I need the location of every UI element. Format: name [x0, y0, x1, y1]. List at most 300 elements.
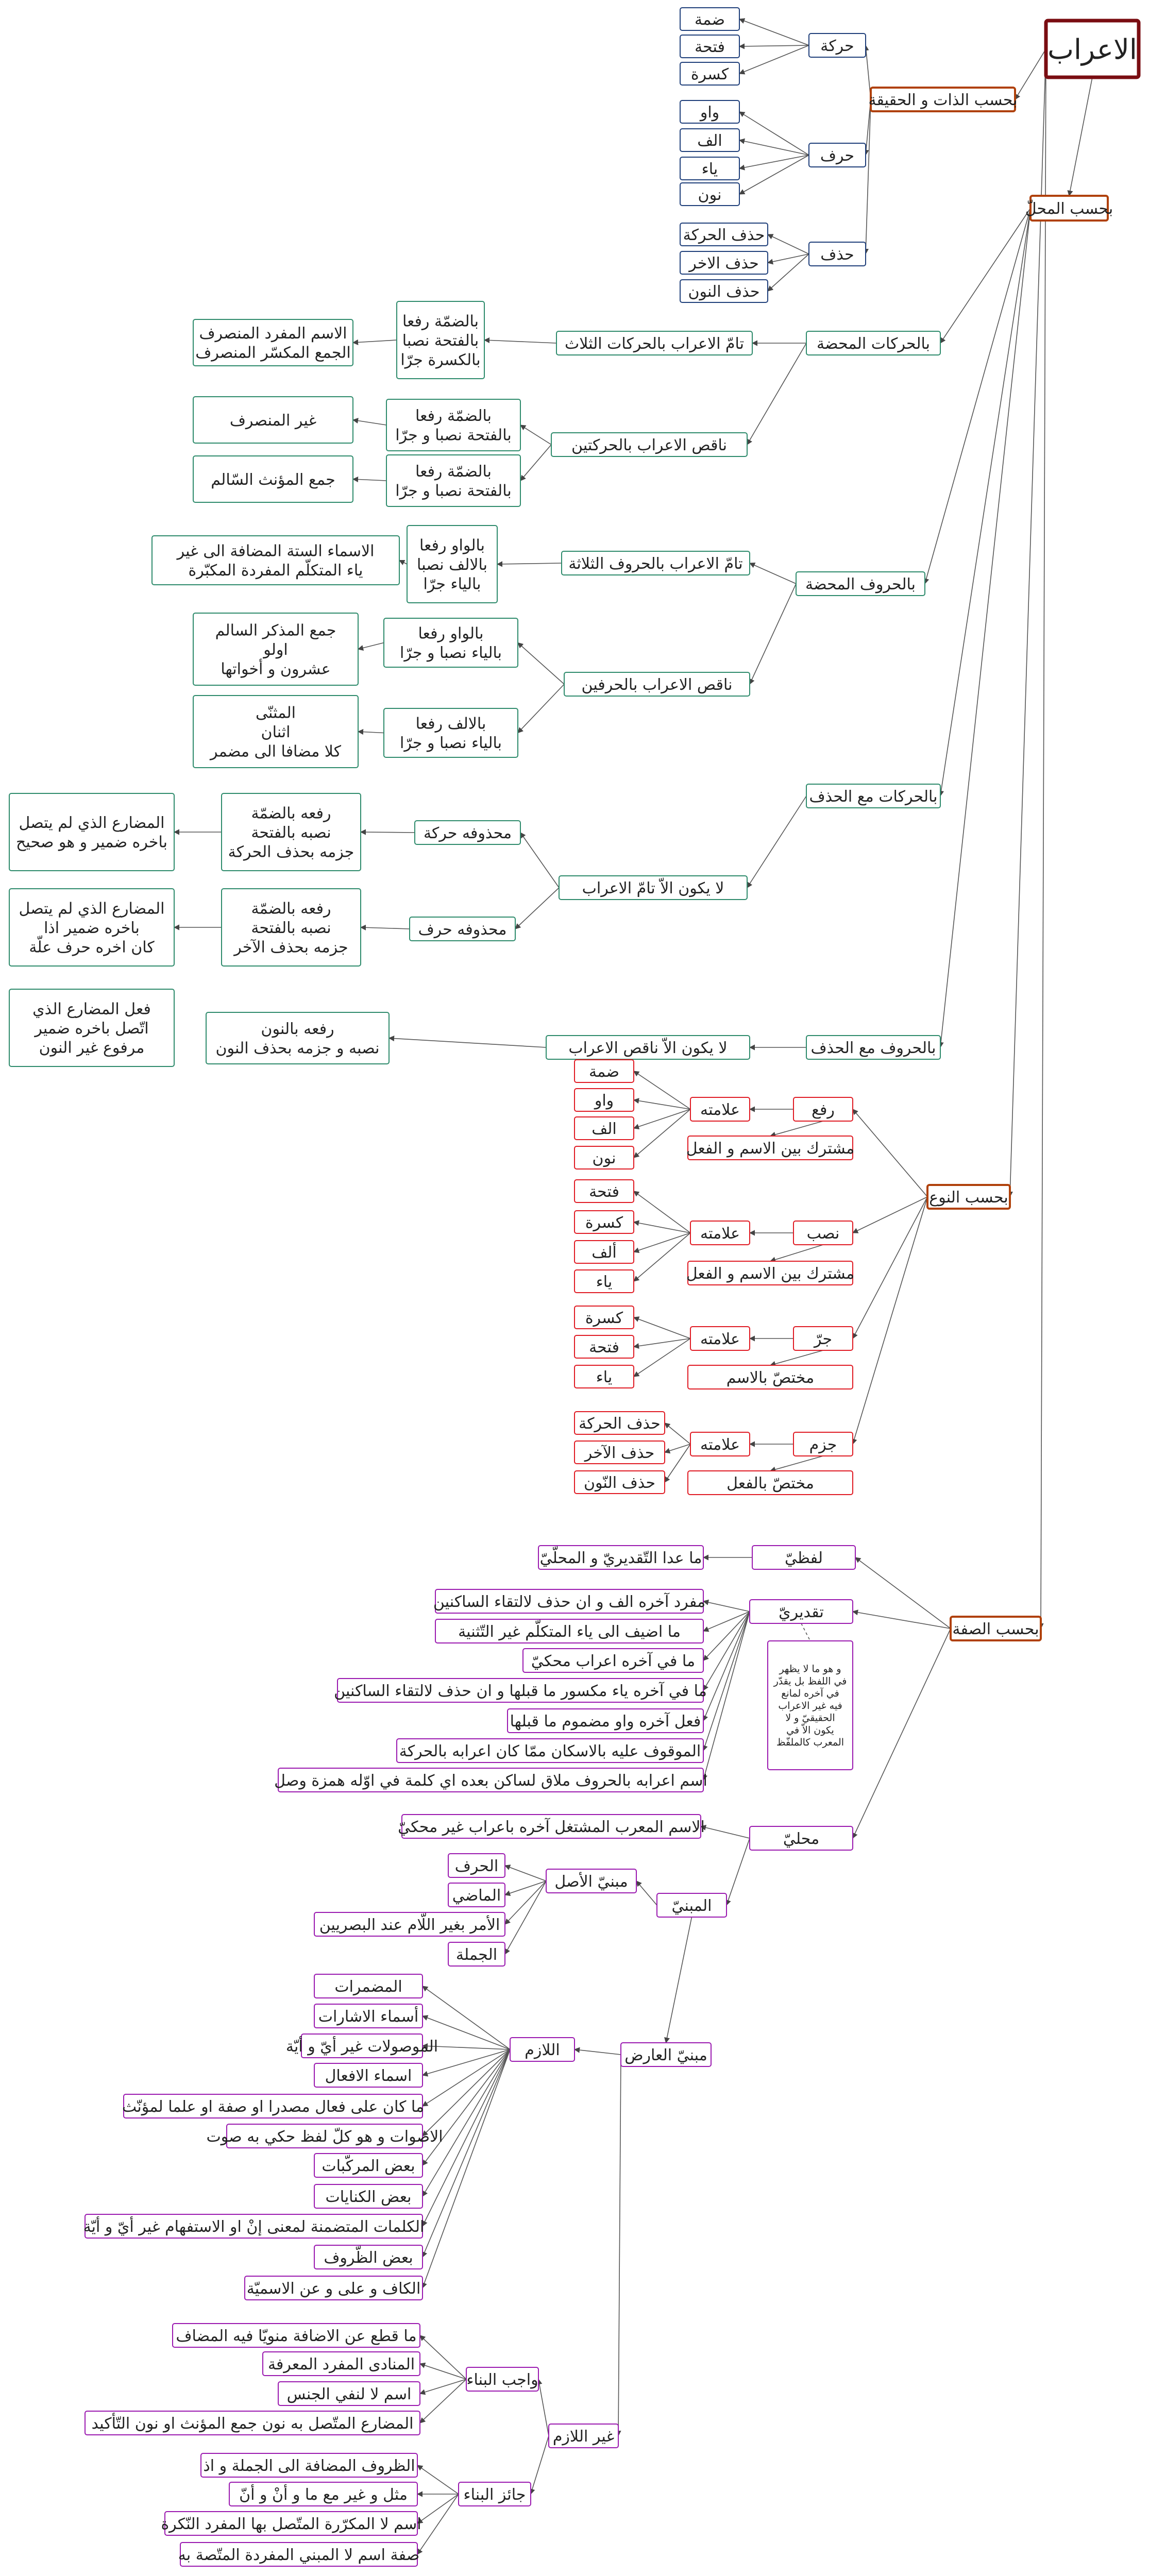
node-label: بالالف رفعا بالياء نصبا و جرّا — [399, 715, 502, 753]
node-label: مختصّ بالاسم — [726, 1368, 815, 1387]
node-label: الظروف المضافة الى الجملة و اذ — [203, 2456, 415, 2475]
node-label: حذف الحركة — [579, 1414, 661, 1433]
node-label: جمع المؤنث السّالم — [211, 470, 335, 489]
node-label: الكاف و على و عن الاسميّة — [246, 2279, 421, 2298]
node-label: اسماء الافعال — [325, 2066, 412, 2085]
edge-alama2-to-n_kasra — [634, 1222, 690, 1233]
edge-taqdiri-to-t1 — [703, 1601, 750, 1612]
node-label: و هو ما لا يظهر في اللفظ بل يقدّر في آخره لمانع فيه غير الاعراب الحقيقيّ و لا يكون الاّ في المعرب كالملفّظ — [773, 1663, 847, 1749]
node-ghayr-lazim — [549, 2424, 618, 2448]
node-huruf-mahda — [796, 572, 925, 596]
node-raf — [793, 1097, 853, 1121]
node-root — [1046, 21, 1139, 77]
edge-alama4-to-z_nun — [665, 1444, 690, 1482]
node-naqis-harfayn — [564, 672, 750, 696]
node-m1 — [398, 1815, 705, 1838]
node-rafuhu-nun — [206, 1012, 389, 1064]
node-label: غير اللازم — [552, 2427, 615, 2446]
node-label: الاصوات و هو كلّ لفظ حكي به صوت — [206, 2127, 443, 2146]
edge-lazim-to-l11 — [423, 2049, 510, 2288]
node-label: كسرة — [585, 1213, 623, 1232]
node-haraka — [809, 33, 866, 57]
node-hadhf-akhir — [680, 251, 768, 274]
node-naqis-h2 — [386, 455, 520, 506]
edge-la_yakun_tam-to-mahdhuf_harf — [515, 888, 559, 929]
node-mabni-asl — [546, 1869, 636, 1893]
node-nasb — [793, 1221, 853, 1245]
edge-naqis_h1-to-ghayr_munsarif — [353, 420, 386, 425]
node-r-alif — [574, 1117, 634, 1140]
edge-naqis_f2-to-muthanna — [358, 732, 384, 733]
edge-tam_huruf-to-tam_huruf_sub — [497, 563, 562, 564]
node-label: بحسب النوع — [929, 1188, 1008, 1207]
node-label: مختصّ بالفعل — [726, 1474, 814, 1493]
node-label: واو — [700, 103, 720, 122]
node-harakat-hadhf — [806, 784, 940, 808]
node-ma-ada — [538, 1546, 703, 1569]
node-l10 — [314, 2245, 423, 2269]
edge-naw-to-jazm — [853, 1197, 927, 1444]
node-label: بالحروف المحضة — [805, 575, 916, 594]
node-label: ضمة — [589, 1062, 619, 1081]
node-label: الجملة — [455, 1945, 498, 1964]
edge-taqdiri-to-t7 — [703, 1612, 750, 1780]
edge-jaiz-to-g3 — [417, 2494, 459, 2523]
node-label: لا يكون الاّ ناقص الاعراب — [568, 1039, 728, 1057]
node-l1 — [314, 1974, 423, 1998]
edge-root-to-mahal — [1069, 77, 1092, 196]
edge-nasb-to-mushtarak2 — [770, 1245, 823, 1261]
node-l3 — [286, 2034, 438, 2058]
node-n-alif — [574, 1241, 634, 1263]
node-hadhf-haraka — [680, 223, 768, 246]
node-alama4 — [690, 1432, 750, 1456]
edge-sifa-to-lafzi — [855, 1557, 951, 1629]
edge-naw-to-jarr — [853, 1197, 927, 1338]
edge-mahdhuf_haraka-to-mh_sub — [361, 832, 415, 833]
node-label: تامّ الاعراب بالحركات الثلاث — [564, 334, 745, 353]
edge-jazm-to-mukhtass_fil — [770, 1456, 823, 1471]
node-label: بعض المركّبات — [322, 2157, 415, 2175]
node-label: بحسب الصفة — [952, 1620, 1039, 1638]
node-ghayr-munsarif — [193, 397, 353, 443]
edge-alama4-to-z_akhir — [665, 1444, 690, 1452]
edge-mabni_asl-to-a1 — [505, 1866, 546, 1881]
edge-mabni_arid-to-lazim — [574, 2049, 621, 2055]
edge-naw-to-nasb — [853, 1197, 927, 1233]
node-label: فتحة — [589, 1182, 619, 1201]
edge-jaiz-to-g4 — [417, 2494, 459, 2554]
node-mahalli — [750, 1826, 853, 1850]
node-tam-harakat — [556, 331, 752, 355]
edge-haraka-to-fatha — [739, 45, 809, 46]
edge-tam_huruf_sub-to-asma_sitta — [399, 561, 407, 565]
node-label: مشترك بين الاسم و الفعل — [686, 1264, 855, 1283]
node-l7 — [314, 2154, 423, 2177]
node-tam-huruf-sub — [407, 526, 497, 603]
edge-harf-to-alif — [739, 140, 809, 155]
edge-jarr-to-mukhtass_ism — [770, 1350, 823, 1365]
node-label: بحسب الذات و الحقيقة — [868, 91, 1018, 109]
edge-naqis_harfayn-to-naqis_f2 — [518, 684, 564, 733]
edge-naqis_harakatayn-to-naqis_h1 — [520, 425, 551, 445]
node-a3 — [314, 1912, 505, 1936]
node-label: مبنيّ العارض — [624, 2046, 707, 2064]
edge-alama1-to-r_alif — [634, 1109, 690, 1128]
node-label: اسم لا المكرّرة المتّصل بها المفرد النّكرة — [161, 2515, 421, 2533]
node-label: ياء — [596, 1273, 613, 1291]
edge-alama2-to-n_ya — [634, 1233, 690, 1281]
node-label: ضمة — [695, 10, 725, 29]
node-j-fatha — [574, 1335, 634, 1358]
node-n-kasra — [574, 1211, 634, 1233]
node-g2 — [229, 2482, 417, 2506]
edge-ghayr_lazim-to-jaiz — [531, 2436, 549, 2494]
node-l8 — [314, 2184, 423, 2208]
node-w1 — [173, 2324, 420, 2347]
node-label: حذف الآخر — [584, 1444, 655, 1462]
node-naqis-h1 — [386, 399, 520, 451]
node-label: ياء — [596, 1368, 613, 1386]
edge-taqdiri-to-t6 — [703, 1612, 750, 1751]
edge-tam_harakat_sub-to-ism_mufrad — [353, 340, 397, 343]
node-a1 — [448, 1854, 505, 1877]
edge-harakat_mahda-to-naqis_harakatayn — [747, 343, 806, 445]
node-label: الاسم المفرد المنصرف الجمع المكسّر المنصرف — [195, 325, 351, 362]
edge-sifa-to-mahalli — [853, 1629, 951, 1838]
edge-wajib-to-w4 — [420, 2379, 466, 2423]
edge-harf-to-nun — [739, 155, 809, 194]
node-t4 — [334, 1679, 707, 1702]
edge-harf-to-ya — [739, 155, 809, 168]
node-label: مثل و غير مع ما و أنْ و أنّ — [239, 2485, 408, 2504]
node-alif — [680, 129, 739, 151]
edge-naqis_harakatayn-to-naqis_h2 — [520, 445, 551, 481]
node-label: نون — [698, 185, 722, 204]
edge-alama3-to-j_fatha — [634, 1338, 690, 1347]
node-label: الاعراب — [1047, 33, 1137, 66]
node-hadhf — [809, 242, 866, 266]
node-mudari-illa — [9, 889, 174, 966]
node-label: تقديريّ — [779, 1603, 824, 1621]
edge-haraka-to-kasra — [739, 45, 809, 74]
edge-mahal-to-huruf_hadhf — [940, 208, 1030, 1047]
node-label: رفعه بالنون نصبه و جزمه بحذف النون — [215, 1020, 380, 1058]
node-w2 — [263, 2352, 420, 2376]
node-jaiz — [459, 2482, 531, 2506]
node-naqis-f2 — [384, 708, 518, 757]
node-fil-mudari — [9, 989, 174, 1066]
node-mabni — [657, 1893, 726, 1917]
node-mahdhuf-haraka — [415, 821, 520, 844]
edge-alama1-to-r_waw — [634, 1100, 690, 1109]
node-label: تامّ الاعراب بالحروف الثلاثة — [568, 554, 743, 573]
node-sifa — [951, 1617, 1041, 1640]
node-label: فتحة — [589, 1338, 619, 1357]
node-label: الف — [592, 1120, 617, 1138]
edge-wajib-to-w1 — [420, 2335, 466, 2379]
edge-lazim-to-l5 — [423, 2049, 510, 2106]
node-label: المبنيّ — [671, 1896, 712, 1915]
edge-hadhf-to-hadhf_haraka — [768, 234, 809, 254]
node-t7 — [274, 1768, 707, 1792]
node-r-waw — [574, 1089, 634, 1111]
node-label: ما عدا التّقديريّ و المحلّيّ — [539, 1549, 702, 1567]
node-label: ما كان على فعال مصدرا او صفة او علما لمؤنّث — [122, 2097, 425, 2116]
node-label: محذوفه حرف — [418, 920, 507, 939]
node-l4 — [314, 2063, 423, 2087]
node-alama2 — [690, 1221, 750, 1245]
node-label: الأمر بغير اللّام عند البصريين — [319, 1916, 500, 1934]
node-lafzi — [752, 1546, 855, 1569]
edge-taqdiri-to-taq_note — [801, 1623, 810, 1641]
node-mf-sub — [222, 889, 361, 966]
node-mahal — [1025, 196, 1113, 221]
node-tam-harakat-sub — [397, 301, 484, 379]
edge-naqis_f1-to-jam_mudhakkar — [358, 643, 384, 650]
node-j-kasra — [574, 1306, 634, 1329]
node-ism-mufrad — [193, 319, 353, 366]
node-label: غير المنصرف — [229, 411, 317, 430]
edge-mabni-to-mabni_arid — [666, 1917, 692, 2043]
node-label: حذف الحركة — [683, 226, 765, 244]
node-t1 — [433, 1589, 705, 1613]
node-huruf-hadhf — [806, 1036, 940, 1059]
edge-naqis_harfayn-to-naqis_f1 — [518, 643, 564, 685]
node-l2 — [314, 2004, 423, 2028]
node-label: المضمرات — [334, 1977, 402, 1996]
node-kasra — [680, 62, 739, 85]
edge-alama1-to-r_damma — [634, 1071, 690, 1109]
edge-hadhf-to-hadhf_nun — [768, 254, 809, 291]
node-g3 — [161, 2512, 421, 2535]
node-label: لفظيّ — [785, 1549, 823, 1567]
node-label: المضارع الذي لم يتصل باخره ضمير و هو صحيح — [16, 814, 167, 852]
node-r-nun — [574, 1146, 634, 1169]
node-jazm — [793, 1432, 853, 1456]
node-label: كسرة — [585, 1309, 623, 1327]
node-w4 — [85, 2411, 420, 2435]
edge-hadhf-to-hadhf_akhir — [768, 254, 809, 263]
node-label: محذوفه حركة — [423, 824, 512, 842]
edge-wajib-to-w3 — [420, 2379, 466, 2394]
node-a4 — [448, 1942, 505, 1966]
node-fatha — [680, 35, 739, 58]
node-a2 — [448, 1883, 505, 1907]
node-label: المضارع المتّصل به نون جمع المؤنث او نون التّأكيد — [91, 2414, 414, 2433]
node-label: محليّ — [783, 1829, 820, 1848]
node-label: ما في آخره ياء مكسور ما قبلها و ان حذف لالتقاء الساكنين — [334, 1682, 707, 1700]
node-label: رفعه بالضمّة نصبه بالفتحة جزمه بحذف الحركة — [228, 804, 354, 861]
node-label: المنادى المفرد المعرفة — [267, 2355, 415, 2374]
node-alama1 — [690, 1097, 750, 1121]
node-label: الموصولات غير أيّ و أيّة — [285, 2037, 438, 2056]
node-jam-mudhakkar — [193, 613, 358, 685]
node-label: بالحركات مع الحذف — [809, 787, 938, 806]
node-t5 — [508, 1709, 703, 1733]
node-muthanna — [193, 696, 358, 768]
node-la-yakun-tam — [559, 876, 747, 900]
node-label: واو — [594, 1091, 614, 1110]
node-label: بالضمّة رفعا بالفتحة نصبا بالكسرة جرّا — [400, 312, 481, 369]
node-label: مشترك بين الاسم و الفعل — [686, 1139, 855, 1158]
node-label: بالحركات المحضة — [816, 334, 931, 353]
node-label: حذف النّون — [584, 1473, 655, 1492]
node-label: المضارع الذي لم يتصل باخره ضمير اذا كان اخره حرف علّة — [19, 900, 165, 957]
node-label: فعل آخره واو مضموم ما قبلها — [510, 1712, 701, 1731]
node-l6 — [206, 2124, 443, 2148]
node-label: بالضمّة رفعا بالفتحة نصبا و جرّا — [395, 463, 512, 500]
node-label: بالواو رفعا بالياء نصبا و جرّا — [399, 624, 502, 663]
node-t3 — [523, 1649, 703, 1672]
edge-mahal-to-harakat_hadhf — [940, 208, 1030, 796]
node-label: المثنّى اثنان كلا مضافا الى مضمر — [210, 704, 341, 761]
node-label: لا يكون الاّ تامّ الاعراب — [582, 879, 724, 897]
node-label: بالواو رفعا بالالف نصبا بالياء جرّا — [417, 536, 487, 594]
node-taq-note — [768, 1641, 853, 1770]
node-label: حذف النون — [688, 282, 760, 301]
edge-huruf_mahda-to-tam_huruf — [750, 563, 796, 584]
edge-sifa-to-taqdiri — [853, 1612, 951, 1629]
node-z-akhir — [574, 1441, 665, 1464]
node-l9 — [83, 2214, 425, 2238]
node-label: حركة — [820, 37, 854, 55]
node-mudari-sahih — [9, 793, 174, 871]
node-alama3 — [690, 1327, 750, 1350]
edge-naw-to-raf — [853, 1109, 927, 1197]
node-damma — [680, 8, 739, 30]
node-lazim — [510, 2038, 574, 2061]
edge-mahalli-to-m1 — [701, 1826, 750, 1838]
node-n-fatha — [574, 1180, 634, 1202]
edge-mahal-to-harakat_mahda — [940, 208, 1030, 343]
node-label: ياء — [701, 160, 718, 178]
concept-nodes — [9, 8, 1139, 2566]
node-label: الاسم المعرب المشتغل آخره باعراب غير محكيّ — [398, 1818, 705, 1836]
node-label: علامته — [700, 1435, 740, 1454]
node-label: نصب — [806, 1224, 840, 1243]
node-label: ما في آخره اعراب محكيّ — [531, 1652, 696, 1670]
node-label: ناقص الاعراب بالحرفين — [581, 675, 733, 694]
node-label: ألف — [592, 1243, 617, 1262]
node-t6 — [397, 1739, 703, 1762]
edge-alama4-to-z_haraka — [665, 1423, 690, 1444]
node-label: نون — [592, 1149, 616, 1167]
node-hadhf-nun — [680, 280, 768, 302]
edge-raf-to-mushtarak1 — [770, 1121, 823, 1136]
edge-mahal-to-huruf_mahda — [925, 208, 1030, 584]
node-label: ناقص الاعراب بالحركتين — [571, 436, 727, 454]
node-label: فتحة — [695, 38, 725, 56]
node-g1 — [201, 2453, 417, 2477]
node-mahdhuf-harf — [410, 917, 515, 941]
edge-jaiz-to-g1 — [417, 2465, 459, 2494]
node-ya — [680, 157, 739, 180]
node-label: صفة اسم لا المبني المفردة المتّصة به — [178, 2546, 420, 2564]
node-label: بعض الكنايات — [325, 2188, 412, 2206]
node-label: حذف الاخر — [689, 254, 759, 273]
node-taqdiri — [750, 1600, 853, 1623]
edge-root-to-sifa — [1041, 49, 1046, 1629]
edge-dhat-to-hadhf — [866, 99, 871, 254]
node-nun — [680, 183, 739, 206]
node-mukhtass-fil — [688, 1471, 853, 1495]
node-label: جائز البناء — [463, 2485, 526, 2504]
edge-mahdhuf_harf-to-mf_sub — [361, 927, 410, 929]
node-l5 — [122, 2094, 424, 2118]
edge-alama1-to-r_nun — [634, 1109, 690, 1158]
node-mushtarak2 — [686, 1261, 854, 1285]
node-label: رفع — [812, 1100, 835, 1119]
edge-root-to-dhat — [1015, 49, 1046, 99]
node-mushtarak1 — [686, 1136, 854, 1160]
edge-wajib-to-w2 — [420, 2364, 466, 2379]
edge-mahalli-to-mabni — [726, 1838, 750, 1905]
node-label: جزم — [809, 1435, 837, 1454]
node-mabni-arid — [621, 2043, 711, 2066]
node-label: جمع المذكر السالم اولو عشرون و أخواتها — [215, 621, 336, 679]
node-jarr — [793, 1327, 853, 1350]
node-label: بحسب المحلّ — [1025, 199, 1113, 218]
edge-taqdiri-to-t4 — [703, 1612, 750, 1690]
node-harakat-mahda — [806, 331, 940, 355]
node-label: أسماء الاشارات — [318, 2007, 419, 2026]
node-label: بالحروف مع الحذف — [810, 1039, 936, 1057]
node-mukhtass-ism — [688, 1365, 853, 1389]
node-z-nun — [574, 1471, 665, 1494]
node-naw — [927, 1185, 1010, 1209]
node-r-damma — [574, 1060, 634, 1082]
edge-la_yakun_tam-to-mahdhuf_haraka — [520, 833, 559, 888]
node-la-yakun-naqis — [546, 1036, 750, 1059]
node-label: علامته — [700, 1330, 740, 1348]
edge-harakat_hadhf-to-la_yakun_tam — [747, 796, 806, 888]
node-j-ya — [574, 1365, 634, 1388]
node-z-haraka — [574, 1412, 665, 1434]
edge-mabni-to-mabni_asl — [636, 1881, 657, 1905]
node-tam-huruf — [562, 551, 750, 575]
node-label: مفرد آخره الف و ان حذف لالتقاء الساكنين — [433, 1592, 706, 1611]
node-harf — [809, 143, 866, 167]
node-label: كسرة — [690, 65, 729, 83]
node-label: بالضمّة رفعا بالفتحة نصبا و جرّا — [395, 407, 512, 445]
node-label: حرف — [820, 146, 855, 165]
edge-mabni_arid-to-ghayr_lazim — [618, 2055, 621, 2436]
edge-haraka-to-damma — [739, 19, 809, 45]
node-w3 — [278, 2382, 420, 2405]
node-label: الحرف — [454, 1857, 499, 1875]
node-label: علامته — [700, 1224, 740, 1243]
node-n-ya — [574, 1270, 634, 1293]
node-label: واجب البناء — [466, 2370, 538, 2389]
node-jam-muannath — [193, 456, 353, 502]
node-g4 — [178, 2543, 419, 2566]
node-label: اسم اعرابه بالحروف ملاق لساكن بعده اي كلمة في اوّله همزة وصل — [274, 1771, 707, 1790]
node-asma-sitta — [152, 536, 399, 585]
node-naqis-harakatayn — [551, 433, 747, 456]
node-label: فعل المضارع الذي اتّصل باخره ضمير مرفوع غير النون — [32, 1000, 151, 1057]
edge-lazim-to-l7 — [423, 2049, 510, 2165]
node-t2 — [435, 1619, 703, 1643]
edge-huruf_mahda-to-naqis_harfayn — [750, 584, 796, 684]
edge-alama3-to-j_kasra — [634, 1317, 690, 1338]
node-wajib — [466, 2367, 538, 2391]
node-dhat — [868, 88, 1017, 111]
node-label: الموقوف عليه بالاسكان ممّا كان اعرابه بالحركة — [399, 1742, 701, 1760]
node-label: الف — [697, 131, 722, 150]
node-label: جرّ — [814, 1330, 833, 1348]
node-label: الماضي — [452, 1886, 501, 1905]
